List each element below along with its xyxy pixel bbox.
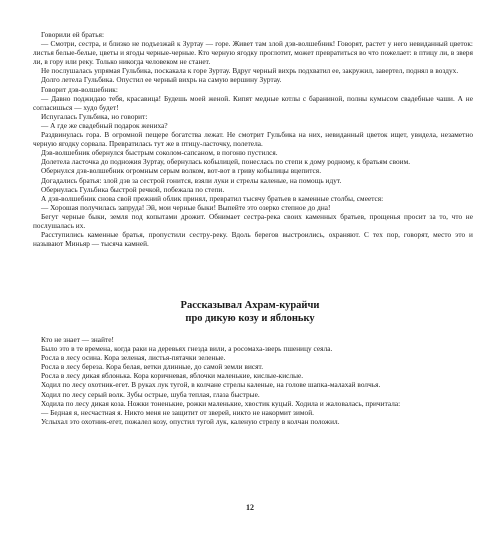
story-two-text: [33, 336, 473, 427]
paragraph: — Смотри, сестра, и близко не подъезжай к Зуртау — горе. Живет там злой дэв-волшебник! Говорят, растет у него невиданный цветок: листья белые-белые, цветы и ягоды черные-черные. Кто черную ягодку проглотит, может превратиться во что пожелает: в птицу ли, в зверя ли, в гору или реку. Только никогда человеком не станет.: [33, 40, 473, 67]
paragraph: Кто не знает — знайте!: [41, 336, 114, 344]
paragraph: Бегут черные быки, земля под копытами дрожит. Обнимает сестра-река своих каменных братьев, прощенья просит за то, что не послушалась их.: [33, 212, 473, 230]
paragraph: Ходил по лесу серый волк. Зубы острые, шуба теплая, глаза быстрые.: [41, 390, 260, 399]
paragraph: Расступились каменные братья, пропустили сестру-реку. Вдоль берегов выстроились, охраняют. С тех пор, говорят, место это и называют Миньяр — тысяча камней.: [33, 231, 473, 249]
paragraph: Раздвинулась гора. В огромной пещере богатства лежат. Не смотрит Гульбика на них, невиданный цветок ищет, увидела, незаметно черную ягодку сорвала. Превратилась тут же в птицу-ласточку, полетела.: [33, 131, 473, 149]
paragraph: Было это в те времена, когда раки на деревьях гнезда вили, а росомаха-зверь пшеницу сеяла.: [41, 345, 333, 354]
paragraph: Обернулась Гульбика быстрой речкой, побежала по степи.: [41, 185, 225, 194]
paragraph: Услыхал это охотник-егет, пожалел козу, опустил тугой лук, каленую стрелу в колчан положил.: [41, 417, 340, 426]
paragraph: Росла в лесу дикая яблонька. Кора коричневая, яблочки маленькие, кислые-кислые.: [41, 372, 304, 381]
story-two-title: [0, 300, 500, 325]
paragraph: Ходил по лесу охотник-егет. В руках лук тугой, в колчане стрелы каленые, на голове шапка-малахай волчья.: [41, 381, 381, 390]
paragraph: — А где же свадебный подарок жениха?: [41, 121, 168, 130]
story-title-line: Рассказывал Ахрам-курайчи: [180, 300, 320, 311]
paragraph: Обернулся дэв-волшебник огромным серым волком, вот-вот в гриву кобылицы вцепится.: [41, 167, 322, 176]
story-title-line: про дикую козу и яблоньку: [185, 312, 315, 324]
paragraph: Долго летела Гульбика. Опустил ее черный вихрь на самую вершину Зуртау.: [41, 76, 282, 85]
paragraph: — Бедная я, несчастная я. Никто меня не защитит от зверей, никто не накормит зимой.: [41, 408, 314, 417]
page-number: 12: [246, 503, 254, 512]
paragraph: Не послушалась упрямая Гульбика, поскакала к горе Зуртау. Вдруг черный вихрь подхватил ее, закружил, завертел, поднял в воздух.: [41, 67, 459, 76]
paragraph: А дэв-волшебник снова свой прежний облик принял, превратил тысячу братьев в каменные столбы, смеется:: [41, 194, 384, 203]
story-one-text: [33, 31, 473, 249]
paragraph: Говорит дэв-волшебник:: [41, 85, 118, 94]
paragraph: Догадались братья: злой дэв за сестрой гонится, взяли луки и стрелы каленые, на помощь идут.: [41, 176, 342, 185]
paragraph: — Хорошая получилась запруда! Эй, мои черные быки! Выпейте это озерко степное до дна!: [41, 203, 331, 212]
paragraph: Дэв-волшебник обернулся быстрым соколом-сапсаном, в погоню пустился.: [41, 149, 278, 158]
paragraph: Испугалась Гульбика, но говорит:: [41, 112, 148, 121]
paragraph: Ходила по лесу дикая коза. Ножки тоненькие, рожки маленькие, хвостик куцый. Ходила и жаловалась, причитала:: [41, 399, 401, 408]
paragraph: Говорили ей братья:: [41, 31, 105, 39]
paragraph: Долетела ласточка до подножия Зуртау, обернулась кобылицей, понеслась по степи к дому родному, к братьям своим.: [41, 158, 411, 167]
paragraph: — Давно поджидаю тебя, красавица! Будешь моей женой. Кипят медные котлы с бараниной, полны кумысом свадебные чаши. А не согласишься — худо будет!: [33, 94, 473, 112]
paragraph: Росла в лесу осина. Кора зеленая, листья-пятачки зеленые.: [41, 354, 226, 363]
paragraph: Росла в лесу береза. Кора белая, ветки длинные, до самой земли висят.: [41, 363, 264, 372]
